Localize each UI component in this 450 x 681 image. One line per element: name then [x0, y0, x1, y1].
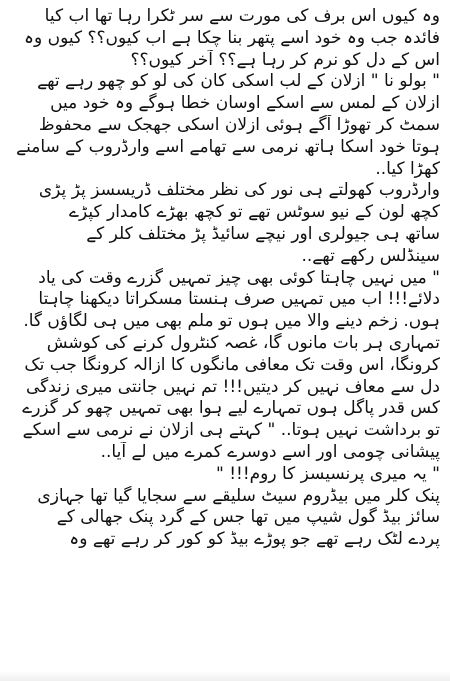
text-line: ازلان کے لمس سے اسکے اوسان خطا ہوگے وہ خود میں [50, 93, 440, 114]
text-line: وہ کیوں اس برف کی مورت سے سر ٹکرا رہا تھا اب کیا [44, 6, 440, 26]
text-line: اس کے دل کو نرم کر رہا ہے؟؟ آخر کیوں؟؟ [130, 49, 440, 70]
text-line: پیشانی چومی اور اسے دوسرے کمرے میں لے آیا.. [100, 441, 440, 462]
text-line: پنک کلر میں بیڈروم سیٹ سلیقے سے سجایا گیا تھا جہازی [37, 485, 440, 506]
text-line: کرونگا، اس وقت تک معافی مانگوں کا ازالہ کرونگا جب تک [24, 354, 440, 375]
text-line: " بولو نا " ازلان کے لب اسکی کان کی لو کو چھو رہے تھے [37, 71, 440, 92]
text-line: تو برداشت نہیں ہوتا.. " کہتے ہی ازلان نے نرمی سے اسکے [22, 420, 440, 441]
text-line: ساتھ ہی جیولری اور نیچے سائیڈ پڑ مختلف کلر کے [86, 223, 440, 244]
document-text [8, 6, 440, 551]
text-line: کس قدر پاگل ہوں تمہارے لیے ہوا بھی تمہیں چھو کر گزرے [22, 398, 440, 419]
text-line: کچھ لون کے نیو سوٹس تھے تو کچھ بھڑے کامدار کپڑے [69, 202, 440, 223]
text-line: ہوں. زخم دینے والا میں ہوں تو ملم بھی میں ہی لگاؤں گا. [23, 311, 440, 332]
text-line: پردے لٹک رہے تھے جو پوڑے بیڈ کو کور کر رہے تھے وہ [69, 529, 440, 550]
text-line: فائدہ جب وہ خود اسے پتھر بنا چکا ہے اب کیوں؟؟ کیوں وہ [24, 27, 440, 48]
text-line: سائز بیڈ گول شیپ میں تھا جس کے گرد پنک جھالی کے [56, 507, 440, 528]
text-line: " میں نہیں چاہتا کوئی بھی چیز تمہیں گزرے وقت کی یاد [38, 267, 440, 288]
text-line: کھڑا کیا.. [375, 158, 440, 179]
text-line: ہوتا خود اسکا ہاتھ نرمی سے تھامے اسے وارڈروب کے سامنے [16, 136, 440, 157]
text-line: تمہاری ہر بات مانوں گا، غصہ کنٹرول کرنے کی کوشش [46, 332, 440, 353]
text-line: سینڈلس رکھے تھے.. [301, 245, 440, 266]
text-line: وارڈروب کھولتے ہی نور کی نظر مختلف ڈریسسز پڑ پڑی [38, 180, 440, 201]
page-bottom-edge [0, 671, 450, 681]
text-line: دلائے!!! اب میں تمہیں صرف ہنستا مسکراتا دیکھنا چاہتا [38, 289, 440, 310]
text-line: " یہ میری پرنسیسز کا روم!!! " [215, 463, 440, 484]
text-line: سمٹ کر تھوڑا آگے ہوئی ازلان اسکی جھجک سے محفوظ [38, 114, 440, 135]
text-line: دل سے معاف نہیں کر دیتیں!!! تم نہیں جانتی میری زندگی [25, 376, 440, 397]
